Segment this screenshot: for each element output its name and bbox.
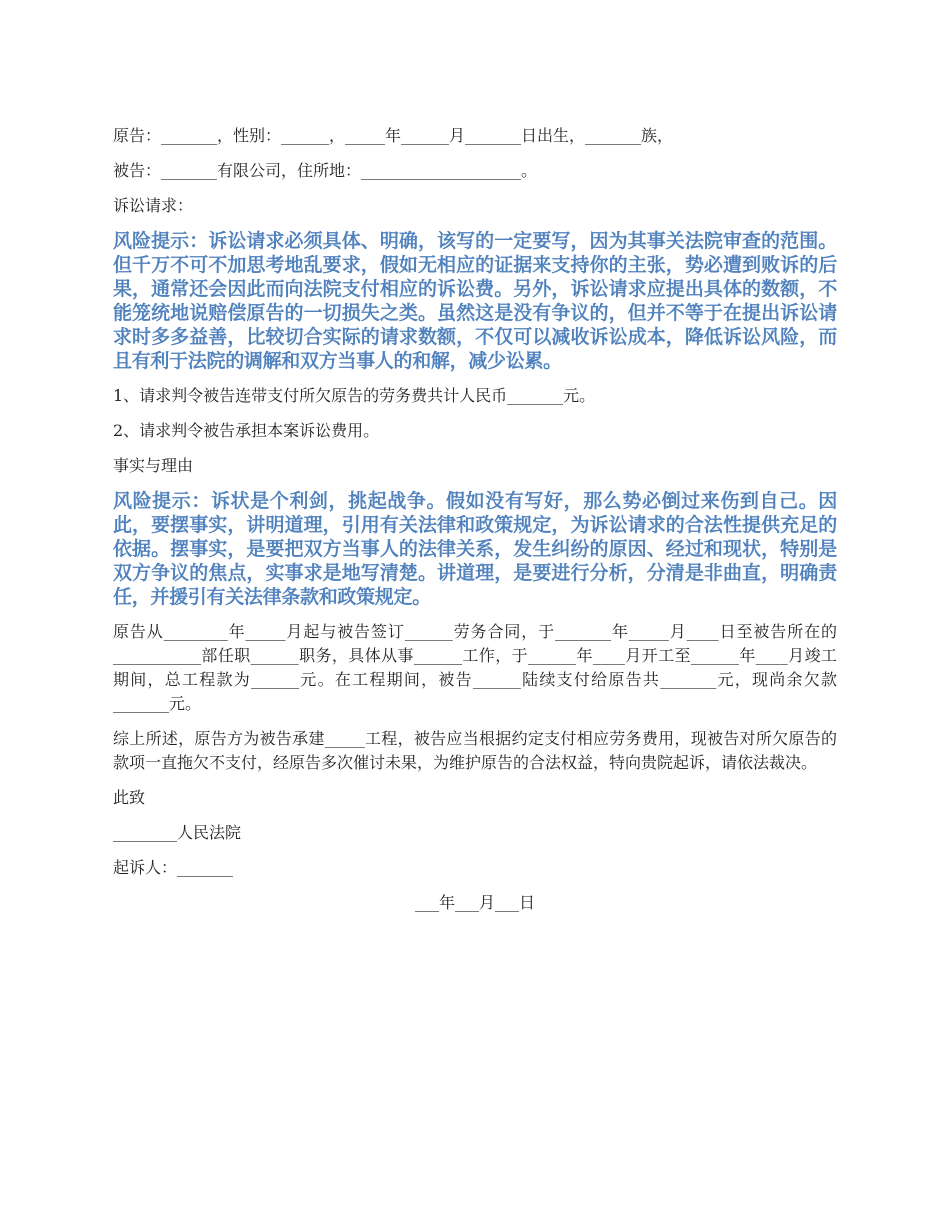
facts-paragraph: 原告从________年_____月起与被告签订______劳务合同，于_______年_____月____日至被告所在的___________部任职______职务，具体从事______工作，于______年____月开工至______年____月竣工期间，总工程款为______元。在工程期间，被告______陆续支付给原告共_______元，现尚余欠款_______元。 [113, 622, 837, 713]
facts-heading: 事实与理由 [113, 456, 194, 475]
plaintiff-info: 原告：_______，性别：______，_____年______月_______日出生，_______族， [113, 126, 674, 145]
claim-item-1: 1、请求判令被告连带支付所欠原告的劳务费共计人民币_______元。 [113, 386, 596, 405]
risk-tip-facts: 风险提示：诉状是个利剑，挑起战争。假如没有写好，那么势必倒过来伤到自己。因此，要摆事实，讲明道理，引用有关法律和政策规定，为诉讼请求的合法性提供充足的依据。摆事实，是要把双方当事人的法律关系，发生纠纷的原因、经过和现状，特别是双方争议的焦点，实事求是地写清楚。讲道理，是要进行分析，分清是非曲直，明确责任，并援引有关法律条款和政策规定。 [113, 490, 837, 608]
complaint-document [113, 124, 837, 915]
plaintiff-signature: 起诉人：_______ [113, 858, 234, 877]
claims-heading: 诉讼请求： [113, 196, 194, 215]
conclusion-paragraph: 综上所述，原告方为被告承建_____工程，被告应当根据约定支付相应劳务费用，现被告对所欠原告的款项一直拖欠不支付，经原告多次催讨未果，为维护原告的合法权益，特向贵院起诉，请依法裁决。 [113, 729, 837, 772]
closing-salutation: 此致 [113, 788, 146, 807]
court-name: ________人民法院 [113, 823, 242, 842]
risk-tip-claims: 风险提示：诉讼请求必须具体、明确，该写的一定要写，因为其事关法院审查的范围。但千万不可不加思考地乱要求，假如无相应的证据来支持你的主张，势必遭到败诉的后果，通常还会因此而向法院支付相应的诉讼费。另外，诉讼请求应提出具体的数额，不能笼统地说赔偿原告的一切损失之类。虽然这是没有争议的，但并不等于在提出诉讼请求时多多益善，比较切合实际的请求数额，不仅可以减收诉讼成本，降低诉讼风险，而且有利于法院的调解和双方当事人的和解，减少讼累。 [113, 230, 837, 372]
claim-item-2: 2、请求判令被告承担本案诉讼费用。 [113, 421, 380, 440]
date-line: ___年___月___日 [414, 893, 535, 912]
defendant-info: 被告：_______有限公司，住所地：____________________。 [113, 161, 538, 180]
